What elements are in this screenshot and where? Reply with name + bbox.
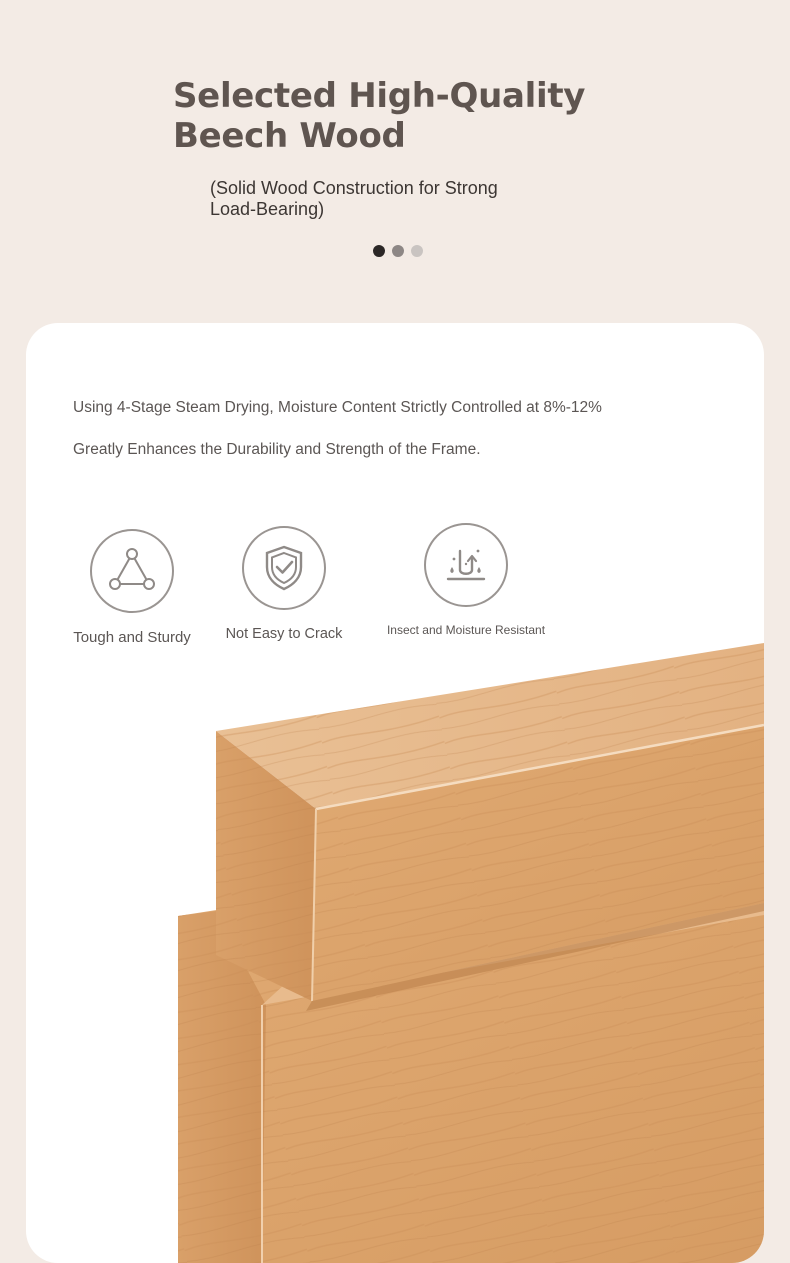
feature-not-easy-crack — [222, 526, 346, 642]
page-subtitle — [210, 178, 550, 220]
feature-icon-circle — [90, 529, 174, 613]
title-line-1: Selected High-Quality — [173, 76, 586, 116]
feature-label: Tough and Sturdy — [73, 629, 191, 646]
beech-wood-image — [176, 633, 764, 1263]
hero-section — [0, 0, 790, 300]
carousel-dot-2[interactable] — [392, 245, 404, 257]
triangle-nodes-icon — [105, 544, 159, 598]
description-line-2: Greatly Enhances the Durability and Strength of the Frame. — [73, 441, 481, 458]
carousel-dot-1[interactable] — [373, 245, 385, 257]
feature-label: Not Easy to Crack — [225, 626, 343, 642]
description-line-1: Using 4-Stage Steam Drying, Moisture Content Strictly Controlled at 8%-12% — [73, 399, 602, 416]
feature-card — [26, 323, 764, 1263]
feature-label: Insect and Moisture Resistant — [386, 623, 546, 637]
carousel-dot-3[interactable] — [411, 245, 423, 257]
feature-tough-sturdy — [70, 529, 194, 646]
feature-insect-moisture — [376, 523, 556, 637]
shield-check-icon — [257, 541, 311, 595]
title-line-2: Beech Wood — [173, 116, 406, 156]
subtitle-line-1: (Solid Wood Construction for Strong — [210, 178, 498, 198]
feature-icon-circle — [424, 523, 508, 607]
carousel-dots — [373, 245, 423, 257]
subtitle-line-2: Load-Bearing) — [210, 199, 325, 219]
feature-icon-circle — [242, 526, 326, 610]
page-title — [173, 76, 633, 156]
moisture-resistant-icon — [438, 537, 494, 593]
